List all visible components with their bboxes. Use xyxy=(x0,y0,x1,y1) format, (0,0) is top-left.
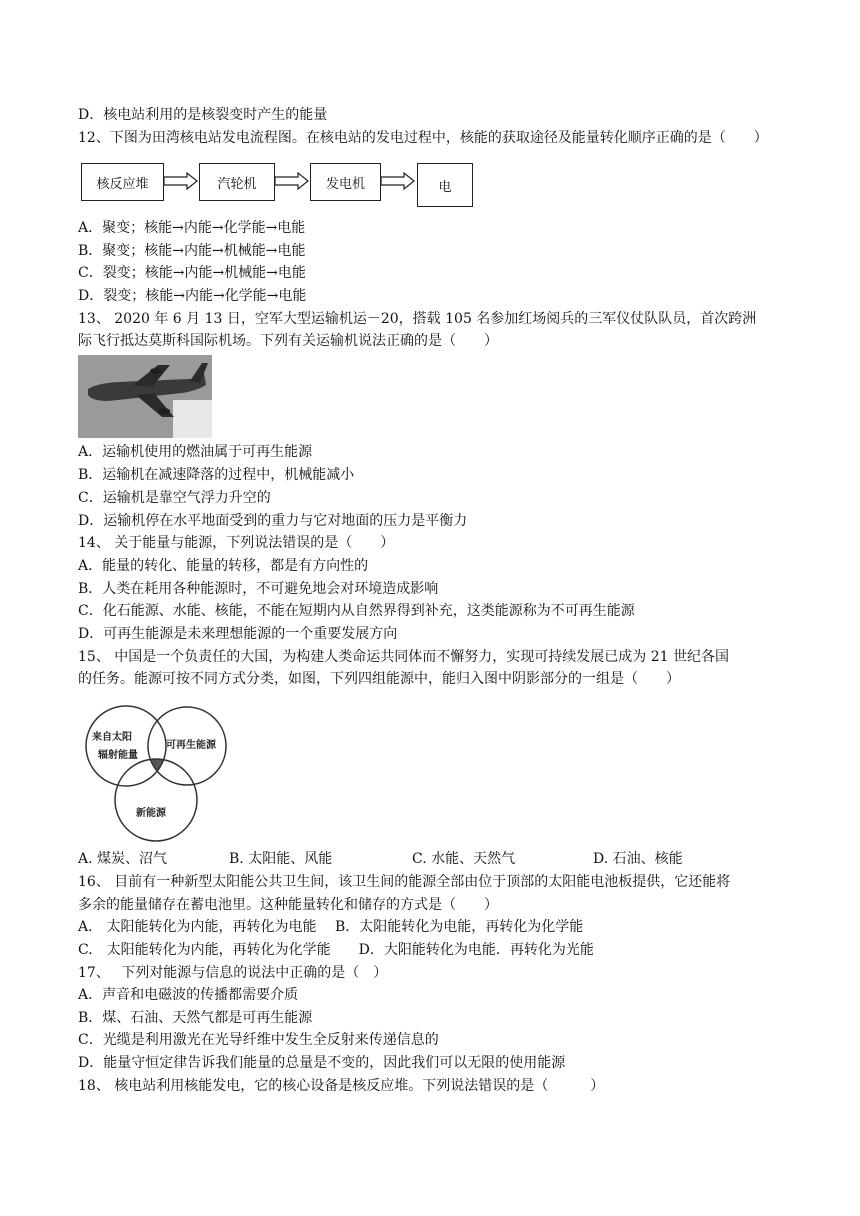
q16-stem-line2: 多余的能量储存在蓄电池里。这种能量转化和储存的方式是（ ） xyxy=(78,897,498,913)
q15-stem-line1: 15、 中国是一个负责任的大国，为构建人类命运共同体而不懈努力，实现可持续发展已成为 21 世纪各国 xyxy=(78,649,729,665)
q13-stem-line1: 13、 2020 年 6 月 13 日，空军大型运输机运－20，搭载 105 名参加红场阅兵的三军仪仗队队员，首次跨洲 xyxy=(78,311,757,327)
flow-box-generator: 发电机 xyxy=(310,163,381,201)
transport-plane-photo xyxy=(78,355,212,438)
q17-option-a: A．声音和电磁波的传播都需要介质 xyxy=(78,987,299,1003)
q14-option-b: B．人类在耗用各种能源时，不可避免地会对环境造成影响 xyxy=(78,581,439,597)
q12-stem: 12、下图为田湾核电站发电流程图。在核电站的发电过程中，核能的获取途径及能量转化顺序正确的是（ ） xyxy=(78,130,768,146)
flow-arrow-icon xyxy=(380,172,416,190)
q15-option-b: B. 太阳能、风能 xyxy=(229,851,333,867)
q16-stem-line1: 16、 目前有一种新型太阳能公共卫生间，该卫生间的能源全部由位于顶部的太阳能电池板提供，它还能将 xyxy=(78,874,731,890)
q14-stem: 14、 关于能量与能源，下列说法错误的是（ ） xyxy=(78,535,395,551)
q17-option-c: C．光缆是利用激光在光导纤维中发生全反射来传递信息的 xyxy=(78,1032,439,1048)
venn-label-renewable: 可再生能源 xyxy=(166,740,216,751)
q16-options-ab: A. 太阳能转化为内能，再转化为电能 B．太阳能转化为电能，再转化为化学能 xyxy=(78,919,584,935)
q18-stem: 18、 核电站利用核能发电，它的核心设备是核反应堆。下列说法错误的是（ ） xyxy=(78,1078,605,1094)
q16-options-cd: C. 太阳能转化为内能，再转化为化学能 D．大阳能转化为电能．再转化为光能 xyxy=(78,942,594,958)
q12-option-a: A．聚变；核能→内能→化学能→电能 xyxy=(78,220,306,236)
flow-arrow-icon xyxy=(274,172,310,190)
venn-label-new-energy: 新能源 xyxy=(136,808,166,819)
energy-venn-diagram xyxy=(78,698,238,846)
q15-options xyxy=(78,850,778,868)
q14-option-d: D．可再生能源是未来理想能源的一个重要发展方向 xyxy=(78,626,398,642)
q12-option-c: C．裂变；核能→内能→机械能→电能 xyxy=(78,265,306,281)
q17-stem: 17、 下列对能源与信息的说法中正确的是（ ） xyxy=(78,965,388,981)
flow-box-reactor: 核反应堆 xyxy=(81,163,164,201)
q15-option-a: A. 煤炭、沼气 xyxy=(78,851,168,867)
venn-label-solar-1: 来自太阳 xyxy=(92,732,132,743)
q13-option-a: A．运输机使用的燃油属于可再生能源 xyxy=(78,444,313,460)
venn-circle-new-energy xyxy=(115,759,197,841)
q14-option-a: A．能量的转化、能量的转移，都是有方向性的 xyxy=(78,558,369,574)
q17-option-b: B．煤、石油、天然气都是可再生能源 xyxy=(78,1010,313,1026)
flow-box-electricity: 电 xyxy=(417,163,473,207)
q13-option-c: C．运输机是靠空气浮力升空的 xyxy=(78,490,271,506)
q15-stem-line2: 的任务。能源可按不同方式分类，如图，下列四组能源中，能归入图中阴影部分的一组是（ ） xyxy=(78,671,680,687)
flow-arrow-icon xyxy=(163,172,199,190)
venn-label-solar-2: 辐射能量 xyxy=(98,750,138,761)
q13-stem-line2: 际飞行抵达莫斯科国际机场。下列有关运输机说法正确的是（ ） xyxy=(78,333,498,349)
flow-box-turbine: 汽轮机 xyxy=(199,163,275,201)
q14-option-c: C．化石能源、水能、核能，不能在短期内从自然界得到补充，这类能源称为不可再生能源 xyxy=(78,603,635,619)
venn-circle-solar xyxy=(86,706,166,786)
q12-option-d: D．裂变；核能→内能→化学能→电能 xyxy=(78,288,307,304)
q12-option-b: B．聚变；核能→内能→机械能→电能 xyxy=(78,243,306,259)
q11-option-d: D．核电站利用的是核裂变时产生的能量 xyxy=(78,107,328,123)
q17-option-d: D．能量守恒定律告诉我们能量的总量是不变的，因此我们可以无限的使用能源 xyxy=(78,1055,566,1071)
q15-option-d: D. 石油、核能 xyxy=(593,851,683,867)
q13-option-b: B．运输机在减速降落的过程中，机械能减小 xyxy=(78,467,355,483)
q15-option-c: C. 水能、天然气 xyxy=(412,851,516,867)
q13-option-d: D．运输机停在水平地面受到的重力与它对地面的压力是平衡力 xyxy=(78,513,468,529)
